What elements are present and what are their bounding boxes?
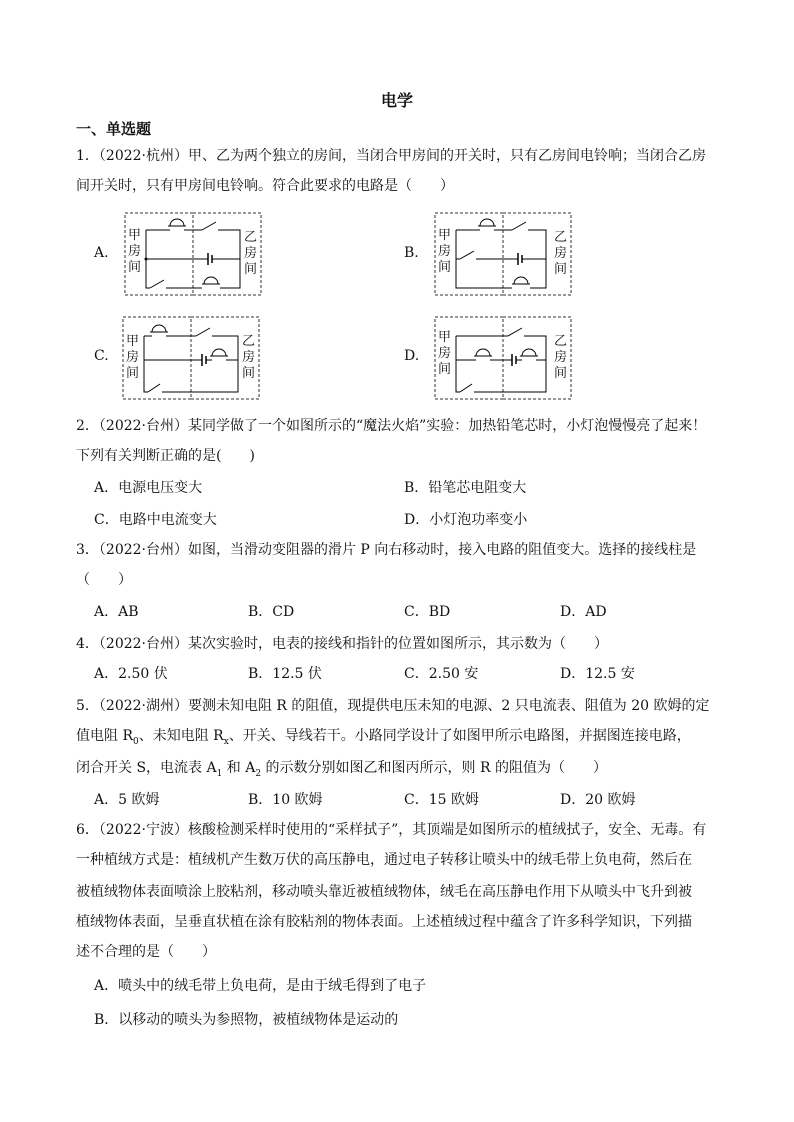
q4-option-c: C．2.50 安	[404, 666, 479, 682]
q6-text-line-4: 植绒物体表面，呈垂直状植在涂有胶粘剂的物体表面。上述植绒过程中蕴含了许多科学知识，下列描	[76, 914, 692, 930]
q3-option-d: D．AD	[560, 604, 607, 620]
q6-text-line-3: 被植绒物体表面喷涂上胶粘剂，移动喷头靠近被植绒物体，绒毛在高压静电作用下从喷头中飞升到被	[76, 884, 692, 900]
circuit-diagram-a	[124, 212, 262, 296]
q1-text-line-1: 1．（2022·杭州）甲、乙为两个独立的房间，当闭合甲房间的开关时，只有乙房间电铃响；当闭合乙房	[76, 148, 706, 164]
room-yi-label-a: 乙 房 间	[244, 230, 258, 277]
q4-text-line-1: 4．（2022·台州）某次实验时，电表的接线和指针的位置如图所示，其示数为（ ）	[76, 636, 608, 652]
q4-option-b: B．12.5 伏	[248, 666, 322, 682]
page-title: 电学	[380, 91, 413, 110]
q6-option-a: A．喷头中的绒毛带上负电荷，是由于绒毛得到了电子	[94, 978, 427, 994]
room-yi-label-d: 乙 房 间	[554, 334, 568, 381]
q4-option-d: D．12.5 安	[560, 666, 635, 682]
q3-option-c: C．BD	[404, 604, 451, 620]
q5-option-a: A．5 欧姆	[94, 792, 160, 808]
q5-option-d: D．20 欧姆	[560, 792, 636, 808]
q6-text-line-2: 一种植绒方式是：植绒机产生数万伏的高压静电，通过电子转移让喷头中的绒毛带上负电荷，然后在	[76, 852, 692, 868]
q1-option-b-label: B.	[404, 245, 419, 261]
room-jia-label-c: 甲 房 间	[126, 334, 140, 381]
q5-text-line-3: 闭合开关 S，电流表 $A_1$ 和 $A_2$ 的示数分别如图乙和图丙所示，则 R 的阻值为（ ）	[76, 760, 607, 779]
q1-option-a-label: A.	[94, 245, 109, 261]
q2-option-b: B．铅笔芯电阻变大	[404, 480, 527, 496]
circuit-diagram-b	[434, 212, 572, 296]
q2-option-a: A．电源电压变大	[94, 480, 203, 496]
q3-text-line-2: （ ）	[76, 572, 132, 588]
q2-text-line-1: 2．（2022·台州）某同学做了一个如图所示的“魔法火焰”实验：加热铅笔芯时，小灯泡慢慢亮了起来！	[76, 418, 707, 434]
q1-text-line-2: 间开关时，只有甲房间电铃响。符合此要求的电路是（ ）	[76, 178, 454, 194]
q3-option-a: A．AB	[94, 604, 139, 620]
q6-text-line-1: 6．（2022·宁波）核酸检测采样时使用的“采样拭子”，其顶端是如图所示的植绒拭子，安全、无毒。有	[76, 822, 707, 838]
room-jia-label-a: 甲 房 间	[128, 228, 142, 275]
q5-text-line-1: 5．（2022·湖州）要测未知电阻 R 的阻值，现提供电压未知的电源、2 只电流表、阻值为 20 欧姆的定	[76, 698, 710, 714]
circuit-diagram-c	[122, 316, 260, 400]
q2-option-c: C．电路中电流变大	[94, 512, 217, 528]
q6-option-b: B．以移动的喷头为参照物，被植绒物体是运动的	[94, 1012, 399, 1028]
q6-text-line-5: 述不合理的是（ ）	[76, 944, 216, 960]
q3-option-b: B．CD	[248, 604, 295, 620]
circuit-diagram-d	[434, 316, 572, 400]
q5-option-b: B．10 欧姆	[248, 792, 323, 808]
q1-option-c-label: C.	[94, 348, 109, 364]
room-jia-label-d: 甲 房 间	[438, 330, 452, 377]
q1-option-d-label: D.	[404, 348, 420, 364]
q5-text-line-2: 值电阻 $R_0$、未知电阻 $R_x$、开关、导线若干。小路同学设计了如图甲所示电路图，并据图连接电路，	[76, 728, 691, 747]
q4-option-a: A．2.50 伏	[94, 666, 168, 682]
q3-text-line-1: 3．（2022·台州）如图，当滑动变阻器的滑片 P 向右移动时，接入电路的阻值变大。选择的接线柱是	[76, 542, 697, 558]
room-yi-label-c: 乙 房 间	[242, 334, 256, 381]
room-yi-label-b: 乙 房 间	[554, 230, 568, 277]
q5-option-c: C．15 欧姆	[404, 792, 479, 808]
section-heading: 一、单选题	[76, 120, 152, 138]
room-jia-label-b: 甲 房 间	[438, 228, 452, 275]
q2-text-line-2: 下列有关判断正确的是( )	[76, 448, 255, 464]
q2-option-d: D．小灯泡功率变小	[404, 512, 528, 528]
